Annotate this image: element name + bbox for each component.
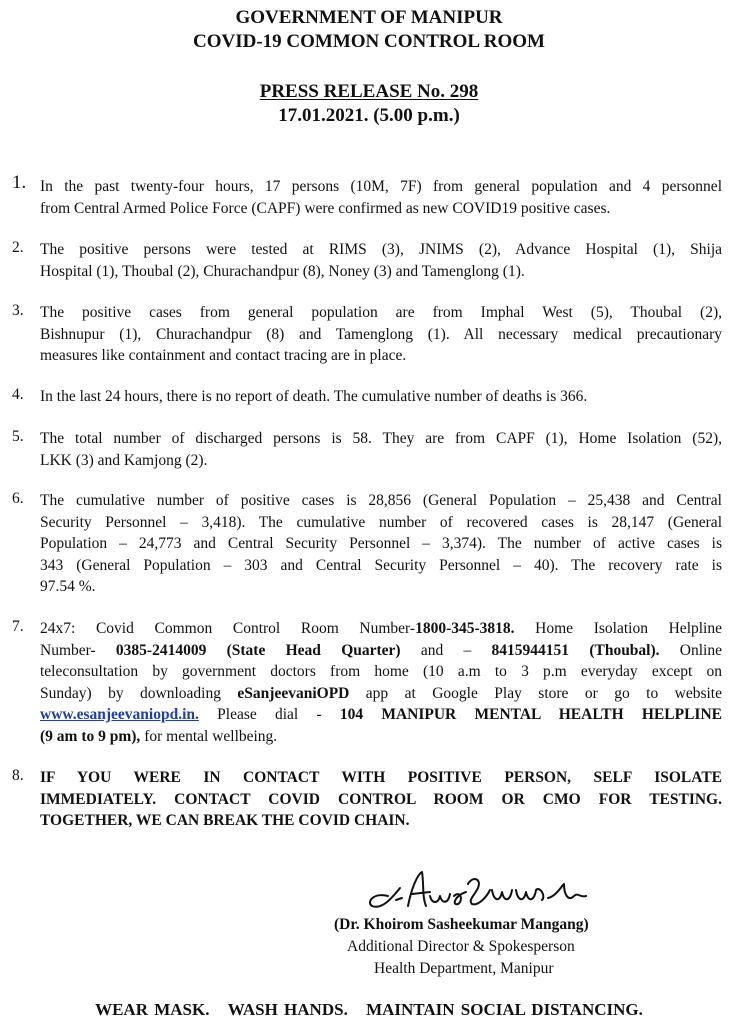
header-government: GOVERNMENT OF MANIPUR (235, 7, 503, 28)
footer-wash-hands: WASH HANDS. (227, 1000, 348, 1019)
item-text: In the last 24 hours, there is no report of death. The cumulative number of deaths is 366. (40, 388, 588, 405)
signatory-title: Additional Director & Spokesperson (347, 938, 575, 955)
signatory-department: Health Department, Manipur (374, 960, 554, 977)
press-release-number: PRESS RELEASE No. 298 (259, 81, 479, 102)
handwritten-signature (360, 866, 620, 912)
mental-health-helpline: 104 MANIPUR MENTAL HEALTH HELPLINE (339, 706, 722, 723)
footer-message (0, 1000, 738, 1020)
item-text: In the past twenty-four hours, 17 persons (10M, 7F) from general population and 4 personnel from Central Armed Police Force (CAPF) were confirmed as new COVID19 positive cases. (40, 178, 722, 217)
item-text: IF YOU WERE IN CONTACT WITH POSITIVE PERSON, SELF ISOLATE IMMEDIATELY. CONTACT COVID CONTROL ROOM OR CMO FOR TESTING. TOGETHER, WE CAN BREAK THE COVID CHAIN. (40, 769, 722, 829)
item-number: 4. (12, 386, 24, 403)
header-control-room: COVID-19 COMMON CONTROL ROOM (192, 31, 545, 52)
item-text: The positive cases from general population are from Imphal West (5), Thoubal (2), Bishnupur (1), Churachandpur (8) and Tamenglong (1). All necessary medical precautionary measures like containment and contact tracing are in place. (40, 304, 722, 364)
item-number: 8. (12, 767, 24, 784)
item-number: 2. (12, 239, 24, 256)
footer-wear-mask: WEAR MASK. (95, 1000, 210, 1019)
footer-social-distancing: MAINTAIN SOCIAL DISTANCING. (366, 1000, 643, 1019)
item-text: The total number of discharged persons is 58. They are from CAPF (1), Home Isolation (52), LKK (3) and Kamjong (2). (40, 430, 722, 469)
item-number: 7. (12, 618, 24, 635)
signatory-name: (Dr. Khoirom Sasheekumar Mangang) (334, 916, 589, 933)
item-text: 24x7: Covid Common Control Room Number-1800-345-3818. Home Isolation Helpline Number- 0385-2414009 (State Head Quarter) and – 8415944151 (Thoubal). Online teleconsultation by government doctors from home (10 a.m to 3 p.m everyday except on Sunday) by downloading eSanjeevaniOPD app at Google Play store or go to website www.esanjeevaniopd.in. Please dial - 104 MANIPUR MENTAL HEALTH HELPLINE (9 am to 9 pm), for mental wellbeing. (40, 620, 722, 745)
press-release-datetime: 17.01.2021. (5.00 p.m.) (278, 105, 460, 126)
control-room-number: 1800-345-3818. (415, 620, 515, 637)
item-text: The cumulative number of positive cases is 28,856 (General Population – 25,438 and Central Security Personnel – 3,418). The cumulative number of recovered cases is 28,147 (General Population – 24,773 and Central Security Personnel – 3,374). The number of active cases is 343 (General Population – 303 and Central Security Personnel – 40). The recovery rate is 97.54 %. (40, 492, 722, 595)
website-link[interactable]: www.esanjeevaniopd.in. (40, 706, 199, 723)
item-number: 1. (12, 172, 27, 193)
helpline-thoubal-number: 8415944151 (Thoubal). (491, 641, 660, 659)
item-number: 5. (12, 428, 24, 445)
helpline-hours: (9 am to 9 pm), (40, 727, 141, 745)
item-text: The positive persons were tested at RIMS (3), JNIMS (2), Advance Hospital (1), Shija Hospital (1), Thoubal (2), Churachandpur (8), Noney (3) and Tamenglong (1). (40, 241, 722, 280)
app-name: eSanjeevaniOPD (237, 684, 350, 702)
item-number: 3. (12, 302, 24, 319)
helpline-hq-number: 0385-2414009 (State Head Quarter) (115, 641, 401, 659)
item-number: 6. (12, 490, 24, 507)
